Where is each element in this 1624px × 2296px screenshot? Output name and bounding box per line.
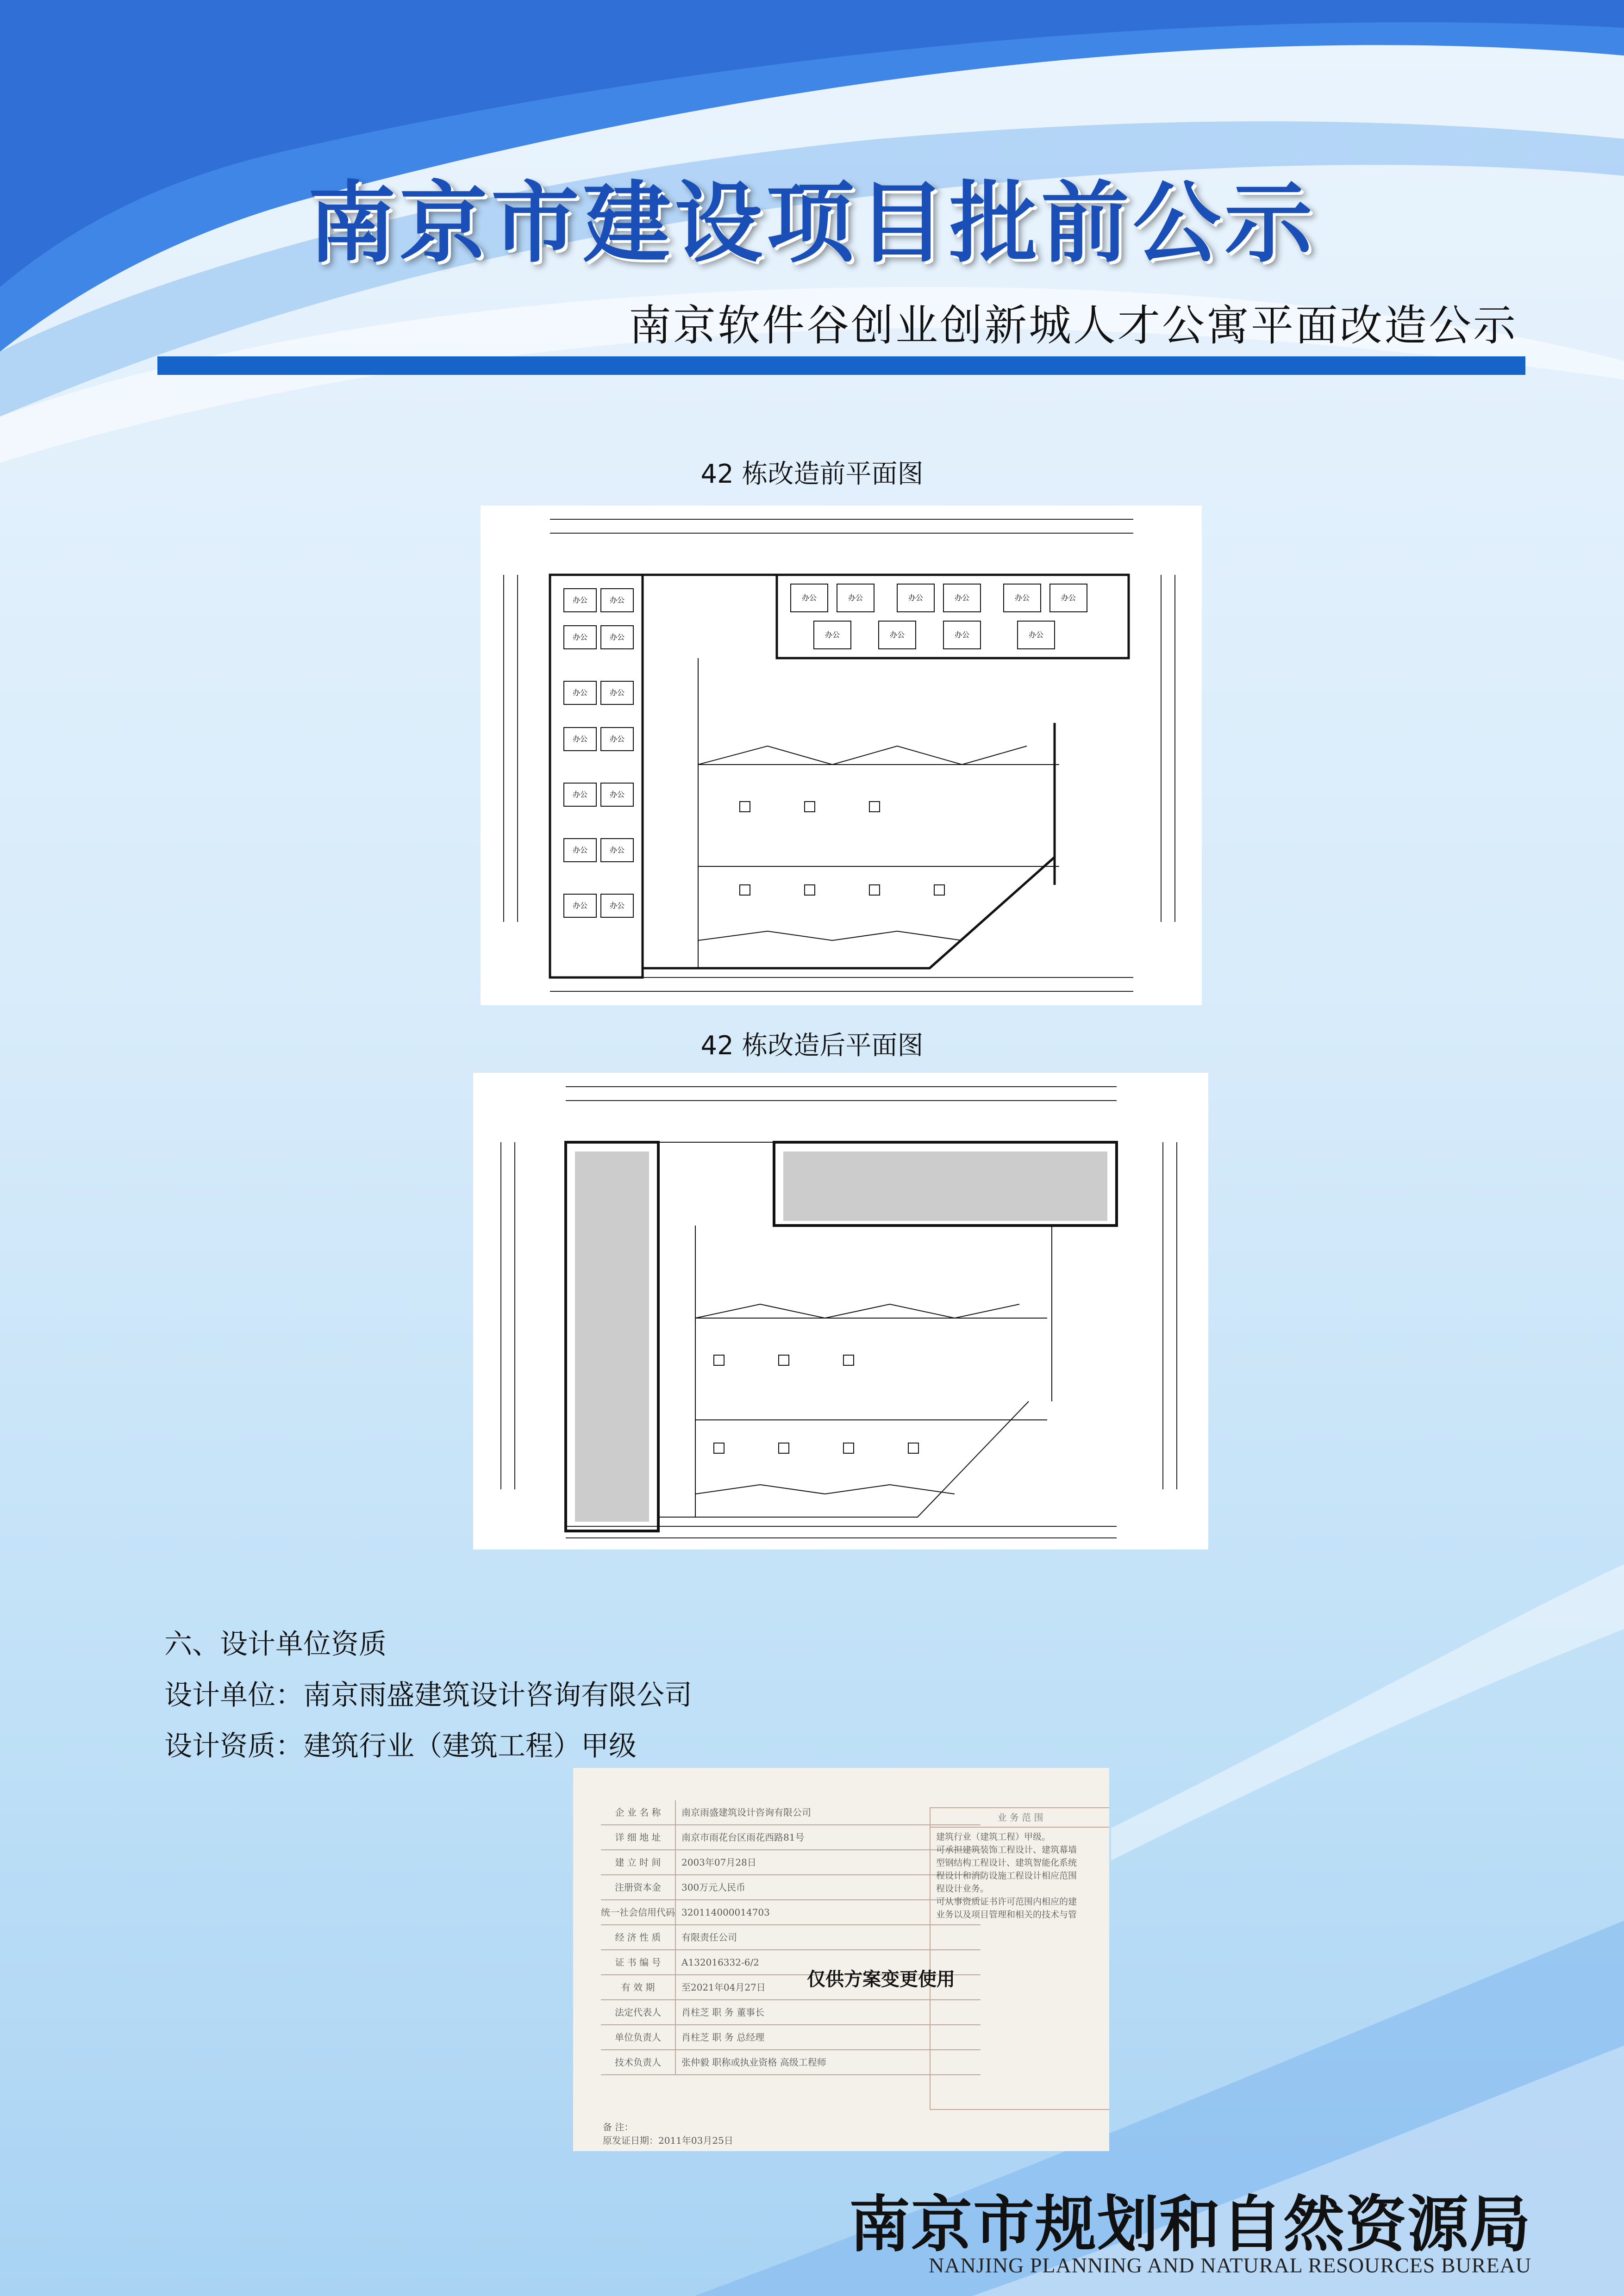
room-label: 办公 xyxy=(954,593,970,602)
title-underline xyxy=(157,356,1525,375)
cert-row: 企 业 名 称 南京雨盛建筑设计咨询有限公司 xyxy=(601,1800,981,1825)
scope-text: 建筑行业（建筑工程）甲级。 可承担建筑装饰工程设计、建筑幕墙 型钢结构工程设计、建筑智能化系统 程设计和消防设施工程设计相应范围 程设计业务。 可从事资质证书许可范围内相应的建 业务以及项目管理和相关的技术与管 xyxy=(936,1832,1077,1920)
cert-row: 统一社会信用代码 320114000014703 xyxy=(601,1900,981,1925)
qualification-certificate xyxy=(573,1768,1109,2151)
floor-plan-after xyxy=(473,1073,1208,1549)
certificate-table xyxy=(601,1800,981,2075)
room-label: 办公 xyxy=(572,790,588,799)
cert-row: 有 效 期 至2021年04月27日 xyxy=(601,1975,981,2000)
room-label: 办公 xyxy=(889,630,905,639)
room-label: 办公 xyxy=(609,596,625,604)
room-label: 办公 xyxy=(572,734,588,743)
room-label: 办公 xyxy=(572,688,588,697)
room-label: 办公 xyxy=(609,688,625,697)
room-label: 办公 xyxy=(609,846,625,854)
footer-org-name: 南京市规划和自然资源局 xyxy=(849,2189,1531,2260)
room-label: 办公 xyxy=(572,596,588,604)
certificate-note: 备 注： 原发证日期：2011年03月25日 xyxy=(603,2122,733,2146)
room-label: 办公 xyxy=(1028,630,1044,639)
room-label: 办公 xyxy=(609,734,625,743)
certificate-scope xyxy=(930,1807,1109,2110)
room-label: 办公 xyxy=(801,593,817,602)
room-label: 办公 xyxy=(848,593,863,602)
floor-plan-before xyxy=(481,505,1202,1005)
room-label: 办公 xyxy=(824,630,840,639)
cert-row: 建 立 时 间 2003年07月28日 xyxy=(601,1850,981,1875)
after-plan-caption: 42 栋改造后平面图 xyxy=(700,1031,924,1061)
cert-row: 技术负责人 张仲毅 职称或执业资格 高级工程师 xyxy=(601,2050,981,2075)
cert-row: 详 细 地 址 南京市雨花台区雨花西路81号 xyxy=(601,1825,981,1850)
design-unit-line: 设计单位：南京雨盛建筑设计咨询有限公司 xyxy=(164,1679,692,1711)
cert-row: 法定代表人 肖柱芝 职 务 董事长 xyxy=(601,2000,981,2025)
cert-row: 单位负责人 肖柱芝 职 务 总经理 xyxy=(601,2025,981,2050)
certificate-usage-note: 仅供方案变更使用 xyxy=(807,1969,955,1990)
cert-row: 注册资本金 300万元人民币 xyxy=(601,1875,981,1900)
before-plan-caption: 42 栋改造前平面图 xyxy=(700,459,924,489)
room-label: 办公 xyxy=(609,901,625,910)
room-label: 办公 xyxy=(609,790,625,799)
room-label: 办公 xyxy=(609,633,625,641)
room-label: 办公 xyxy=(572,846,588,854)
room-label: 办公 xyxy=(1061,593,1076,602)
room-label: 办公 xyxy=(572,633,588,641)
footer-org-name-en: NANJING PLANNING AND NATURAL RESOURCES BUREAU xyxy=(929,2253,1531,2277)
room-label: 办公 xyxy=(1014,593,1030,602)
cert-row: 经 济 性 质 有限责任公司 xyxy=(601,1925,981,1950)
page-title: 南京市建设项目批前公示 xyxy=(307,171,1316,274)
room-label: 办公 xyxy=(908,593,924,602)
qualification-heading: 六、设计单位资质 xyxy=(164,1628,387,1661)
design-grade-line: 设计资质：建筑行业（建筑工程）甲级 xyxy=(164,1730,637,1762)
room-label: 办公 xyxy=(572,901,588,910)
cert-row: 证 书 编 号 A132016332-6/2 xyxy=(601,1950,981,1975)
room-label: 办公 xyxy=(954,630,970,639)
scope-title: 业 务 范 围 xyxy=(931,1808,1109,1828)
page-subtitle: 南京软件谷创业创新城人才公寓平面改造公示 xyxy=(628,301,1518,350)
